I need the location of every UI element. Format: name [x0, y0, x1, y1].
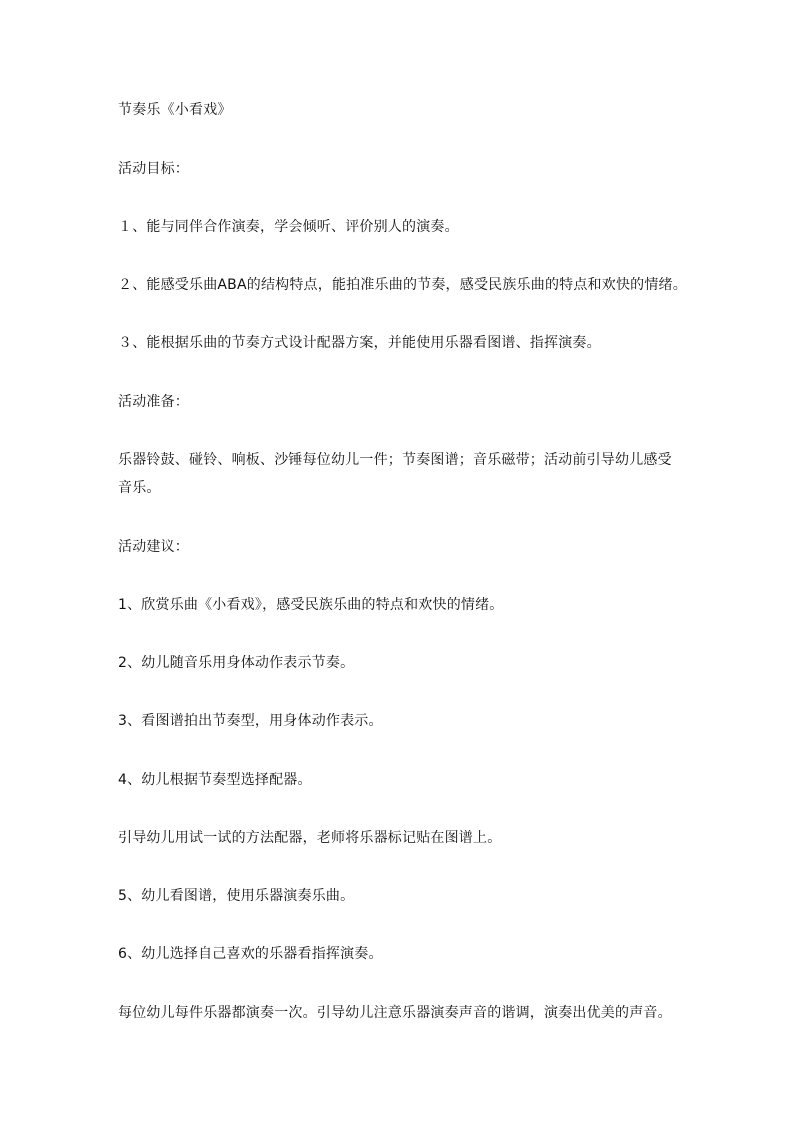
step-note-4: 引导幼儿用试一试的方法配器，老师将乐器标记贴在图谱上。	[118, 830, 502, 846]
goal-item-3: ３、能根据乐曲的节奏方式设计配器方案，并能使用乐器看图谱、指挥演奏。	[118, 335, 601, 351]
suggest-heading: 活动建议：	[118, 539, 189, 555]
step-item-6: 6、幼儿选择自己喜欢的乐器看指挥演奏。	[118, 946, 383, 962]
step-item-1: 1、欣赏乐曲《小看戏》，感受民族乐曲的特点和欢快的情绪。	[118, 597, 504, 613]
goal-item-2: ２、能感受乐曲ABA的结构特点，能拍准乐曲的节奏，感受民族乐曲的特点和欢快的情绪。	[118, 277, 687, 293]
goals-heading: 活动目标：	[118, 161, 189, 177]
document-title: 节奏乐《小看戏》	[118, 102, 232, 118]
step-item-3: 3、看图谱拍出节奏型，用身体动作表示。	[118, 713, 383, 729]
step-item-4: 4、幼儿根据节奏型选择配器。	[118, 772, 312, 788]
prep-text: 乐器铃鼓、碰铃、响板、沙锤每位幼儿一件；节奏图谱；音乐磁带；活动前引导幼儿感受音乐。	[118, 452, 672, 496]
step-item-2: 2、幼儿随音乐用身体动作表示节奏。	[118, 655, 355, 671]
goal-item-1: １、能与同伴合作演奏，学会倾听、评价别人的演奏。	[118, 219, 459, 235]
step-note-6: 每位幼儿每件乐器都演奏一次。引导幼儿注意乐器演奏声音的谐调，演奏出优美的声音。	[118, 1005, 672, 1021]
prep-heading: 活动准备：	[118, 394, 189, 410]
step-item-5: 5、幼儿看图谱，使用乐器演奏乐曲。	[118, 888, 355, 904]
